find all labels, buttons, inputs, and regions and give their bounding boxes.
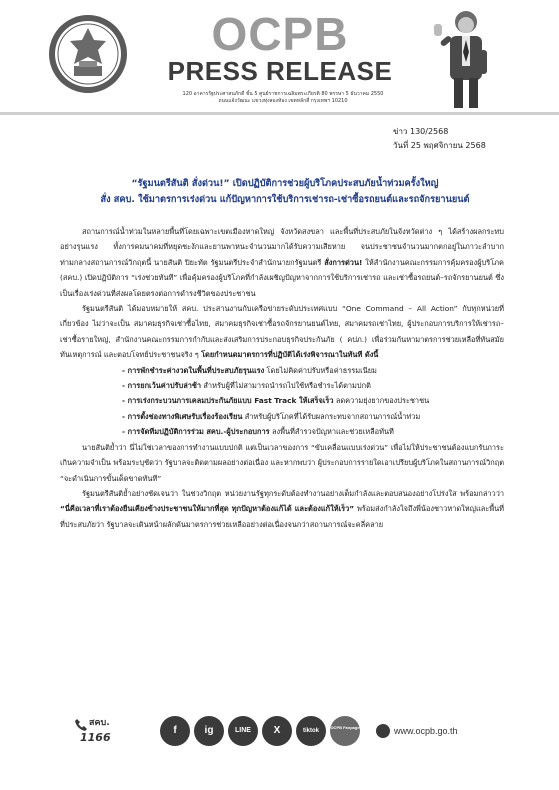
- ocpb-fanpage-icon[interactable]: OCPB Fanpage: [330, 716, 360, 746]
- website-link[interactable]: www.ocpb.go.th: [394, 726, 458, 736]
- hotline-1166[interactable]: [74, 716, 118, 750]
- measure-detail: สำหรับผู้บริโภคที่ได้รับผลกระทบจากสถานการณ์น้ำท่วม: [242, 411, 421, 421]
- header-address: [148, 91, 418, 105]
- measure-detail: โดยไม่คิดค่าปรับหรือค่าธรรมเนียม: [264, 365, 377, 375]
- x-icon[interactable]: X: [262, 716, 292, 746]
- brand-title: OCPB: [211, 8, 349, 60]
- paragraph-2: [60, 301, 504, 363]
- measure-detail: ลงพื้นที่สำรวจปัญหาและช่วยเหลือทันที: [269, 427, 394, 437]
- p2-bold: โดยกำหนดมาตรการที่ปฏิบัติได้เร่งพิจารณาในทันที ดังนี้: [201, 350, 379, 360]
- measure-title: - การเร่งกระบวนการเคลมประกันภัยแบบ Fast Track ให้เสร็จเร็ว: [122, 396, 334, 406]
- ocpb-seal-logo: [48, 14, 128, 94]
- article-body: [60, 224, 504, 532]
- measure-item: [122, 409, 504, 424]
- measures-list: [122, 363, 504, 440]
- measure-item: [122, 393, 504, 408]
- line-icon[interactable]: LINE: [228, 716, 258, 746]
- phone-icon: [74, 718, 88, 732]
- headline-line-2: สั่ง สคบ. ใช้มาตรการเร่งด่วน แก้ปัญหาการใช้บริการเช่ารถ-เช่าซื้อรถยนต์และรถจักรยานยนต์: [100, 194, 470, 205]
- paragraph-1: [60, 224, 504, 301]
- release-date: วันที่ 25 พฤศจิกายน 2568: [393, 141, 486, 150]
- p1-bold: สั่งการด่วน!: [324, 257, 363, 267]
- globe-icon: [376, 724, 390, 738]
- hotline-label: สคบ.: [89, 718, 110, 728]
- measure-title: - การจัดทีมปฏิบัติการร่วม สคบ.-ผู้ประกอบการ: [122, 427, 270, 437]
- p1-text-a: สถานการณ์น้ำท่วมในหลายพื้นที่โดยเฉพาะเขตเมืองหาดใหญ่ จังหวัดสงขลา และพื้นที่ประสบภัยในจังหวัดต่าง ๆ ได้สร้างผลกระทบอย่างรุนแรง ทั้งการคมนาคมที่หยุดชะงักและยานพาหนะจำนวนมากได้รับความเสียหาย จนประชาชนจำนวนมากตกอยู่ในภาวะลำบาก ท่ามกลางสถานการณ์วิกฤตนี้ นายสันติ ปิยะทัต รัฐมนตรีประจำสำนักนายกรัฐมนตรี: [60, 227, 504, 267]
- measure-item: [122, 363, 504, 378]
- p2-text-a: รัฐมนตรีสันติ ได้มอบหมายให้ สคบ. ประสานงานกับเครือข่ายระดับประเทศแบบ “One Command – All Action” กับทุกหน่วยที่เกี่ยวข้อง ไม่ว่าจะเป็น สมาคมธุรกิจเช่าซื้อไทย, สมาคมธุรกิจเช่าซื้อรถจักรยานยนต์ไทย, สมาคมรถเช่าไทย, ผู้ประกอบการบริการให้เช่ารถ–เช่าซื้อรายใหญ่, สำนักงานคณะกรรมการกำกับและส่งเสริมการประกอบธุรกิจประกันภัย ( คปภ.) เพื่อร่วมกันหามาตรการช่วยเหลือที่ทันสมัย ทันเหตุการณ์ และตอบโจทย์ประชาชนจริง ๆ: [60, 304, 504, 360]
- p4-text-a: รัฐมนตรีสันติย้ำอย่างชัดเจนว่า ในช่วงวิกฤต หน่วยงานรัฐทุกระดับต้องทำงานอย่างเต็มกำลังและตอบสนองอย่างโปร่งใส พร้อมกล่าวว่า: [82, 488, 504, 498]
- press-release-title: PRESS RELEASE: [167, 56, 393, 86]
- footer-contacts: [74, 716, 494, 750]
- paragraph-4: [60, 486, 504, 532]
- release-reference: [393, 125, 493, 153]
- p1-text-b: ให้สำนักงานคณะกรรมการคุ้มครองผู้บริโภค (สคบ.) เปิดปฏิบัติการ “เร่งช่วยทันที” เพื่อคุ้มครองผู้บริโภคที่กำลังเผชิญปัญหาจากการใช้บริการเช่ารถ และเช่าซื้อรถยนต์–รถจักรยานยนต์ ซึ่งเป็นเรื่องเร่งด่วนที่ส่งผลโดยตรงต่อการดำรงชีวิตของประชาชน: [60, 257, 504, 298]
- tiktok-icon[interactable]: tiktok: [296, 716, 326, 746]
- p4-bold-quote: “นี่คือเวลาที่เราต้องยืนเคียงข้างประชาชนให้มากที่สุด ทุกปัญหาต้องแก้ได้ และต้องแก้ให้เร็ว”: [60, 504, 355, 514]
- measure-detail: ลดความยุ่งยากของประชาชน: [333, 396, 430, 406]
- paragraph-3: นายสันติย้ำว่า นี่ไม่ใช่เวลาของการทำงานแบบปกติ แต่เป็นเวลาของการ “ขับเคลื่อนแบบเร่งด่วน” เพื่อไม่ให้ประชาชนต้องแบกรับภาระเกินความจำเป็น พร้อมระบุชัดว่า รัฐบาลจะติดตามผลอย่างต่อเนื่อง และหากพบว่า ผู้ประกอบการรายใดเอาเปรียบผู้บริโภคในสถานการณ์วิกฤต “จะดำเนินการขั้นเด็ดขาดทันที”: [60, 442, 504, 483]
- instagram-icon[interactable]: ig: [194, 716, 224, 746]
- measure-item: [122, 378, 504, 393]
- press-release-header: [0, 0, 559, 112]
- address-line-1: 120 อาคารรัฐประศาสนภักดี ชั้น 5 ศูนย์ราชการเฉลิมพระเกียรติ 80 พรรษา 5 ธันวาคม 2550: [182, 91, 384, 97]
- header-divider: [0, 112, 559, 115]
- measure-item: [122, 424, 504, 439]
- p4-text-b: พร้อมส่งกำลังใจถึงพี่น้องชาวหาดใหญ่และพื้นที่ที่ประสบภัยว่า รัฐบาลจะเดินหน้าผลักดันมาตรการช่วยเหลืออย่างต่อเนื่องจนกว่าสถานการณ์จะคลี่คลาย: [60, 504, 504, 529]
- measure-detail: สำหรับผู้ที่ไม่สามารถนำรถไปใช้หรือชำระได้ตามปกติ: [201, 381, 371, 391]
- release-number: ข่าว 130/2568: [393, 127, 449, 136]
- facebook-icon[interactable]: f: [160, 716, 190, 746]
- measure-title: - การตั้งช่องทางพิเศษรับเรื่องร้องเรียน: [122, 411, 243, 421]
- headline: [60, 176, 510, 208]
- headline-line-1: “รัฐมนตรีสันติ สั่งด่วน!” เปิดปฏิบัติการช่วยผู้บริโภคประสบภัยน้ำท่วมครั้งใหญ่: [131, 178, 439, 189]
- measure-title: - การพักชำระค่างวดในพื้นที่ประสบภัยรุนแรง: [122, 365, 265, 375]
- hotline-number: 1166: [80, 731, 111, 744]
- address-line-2: ถนนแจ้งวัฒนะ แขวงทุ่งสองห้อง เขตหลักสี่ กรุงเทพฯ 10210: [218, 98, 348, 104]
- measure-title: - การยกเว้นค่าปรับล่าช้า: [122, 381, 202, 391]
- mascot-figure: [430, 6, 500, 112]
